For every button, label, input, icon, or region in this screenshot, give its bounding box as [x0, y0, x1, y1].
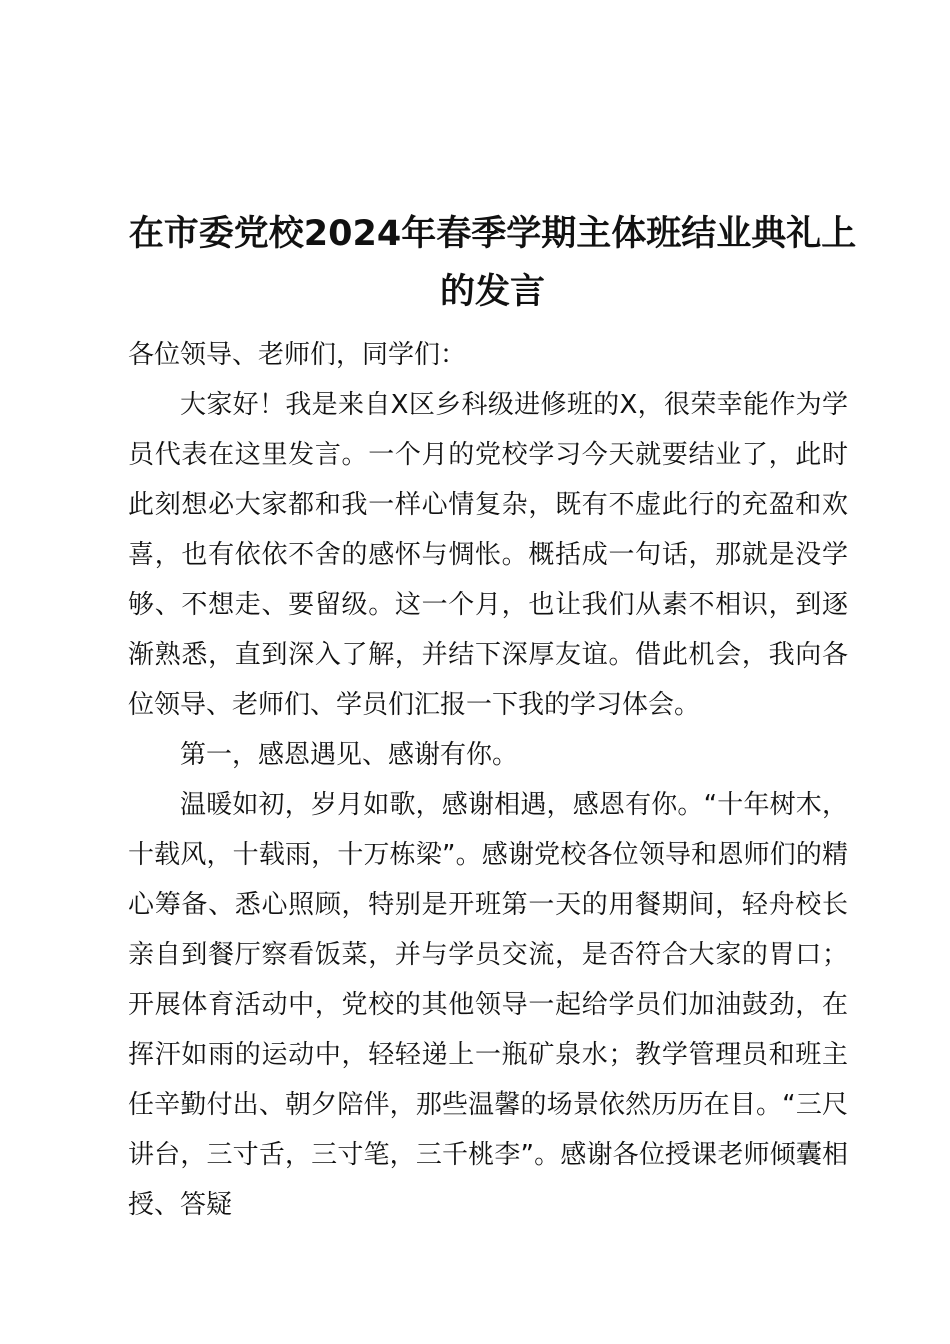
document-body [128, 330, 848, 1230]
document-title: 在市委党校2024年春季学期主体班结业典礼上的发言 [128, 214, 857, 312]
section-heading-first: 第一，感恩遇见、感谢有你。 [180, 740, 519, 770]
salutation: 各位领导、老师们，同学们： [128, 340, 467, 370]
paragraph-intro: 大家好！我是来自X区乡科级进修班的X，很荣幸能作为学员代表在这里发言。一个月的党校学习今天就要结业了，此时此刻想必大家都和我一样心情复杂，既有不虚此行的充盈和欢喜，也有依依不舍的感怀与惆怅。概括成一句话，那就是没学够、不想走、要留级。这一个月，也让我们从素不相识，到逐渐熟悉，直到深入了解，并结下深厚友谊。借此机会，我向各位领导、老师们、学员们汇报一下我的学习体会。 [128, 390, 848, 720]
paragraph-gratitude: 温暖如初，岁月如歌，感谢相遇，感恩有你。“十年树木，十载风，十载雨，十万栋梁”。感谢党校各位领导和恩师们的精心筹备、悉心照顾，特别是开班第一天的用餐期间，轻舟校长亲自到餐厅察看饭菜，并与学员交流，是否符合大家的胃口；开展体育活动中，党校的其他领导一起给学员们加油鼓劲，在挥汗如雨的运动中，轻轻递上一瓶矿泉水；教学管理员和班主任辛勤付出、朝夕陪伴，那些温馨的场景依然历历在目。“三尺讲台，三寸舌，三寸笔，三千桃李”。感谢各位授课老师倾囊相授、答疑 [128, 790, 848, 1220]
